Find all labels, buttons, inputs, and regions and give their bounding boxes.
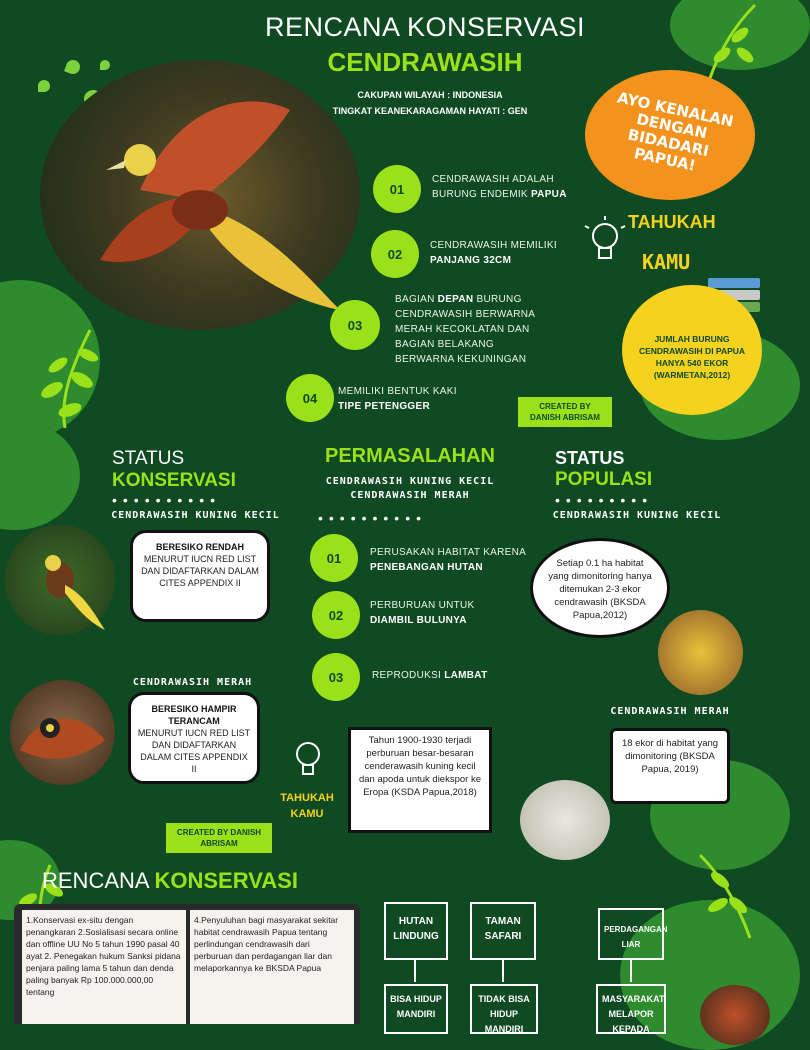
problem-text: PERUSAKAN HABITAT KARENA PENEBANGAN HUTAN	[370, 547, 527, 573]
species-label: CENDRAWASIH MERAH	[132, 677, 253, 688]
book-page-left: 1.Konservasi ex-situ dengan penangkaran 2.Sosialisasi secara online dan offline UU No 5 tahun 1990 pasal 40 ayat 2. Penegakan hukum Sanksi pidana penjara paling lama 5 tahun dan denda paling banyak Rp 100.000.000,00 tentang	[22, 910, 186, 1024]
level-text: TINGKAT KEANEKARAGAMAN HAYATI : GEN	[332, 106, 528, 116]
problem-text: REPRODUKSI LAMBAT	[372, 670, 488, 681]
fact-text: BAGIAN DEPAN BURUNG CENDRAWASIH BERWARNA MERAH KECOKLATAN DAN BAGIAN BELAKANG BERWARNA KEKUNINGAN	[395, 294, 535, 365]
bird-photo-branch	[520, 780, 610, 860]
species-label: CENDRAWASIH KUNING KECIL	[111, 510, 280, 521]
species-label: CENDRAWASIH MERAH	[610, 706, 730, 717]
leaf-sprig-icon	[700, 0, 760, 80]
permasalahan-sub: CENDRAWASIH KUNING KECIL CENDRAWASIH MERAH	[325, 476, 495, 501]
credit-tag: CREATED BY DANISH ABRISAM	[518, 397, 612, 427]
divider-dots: ••••••••••	[112, 492, 222, 508]
kamu-title: KAMU	[642, 250, 691, 274]
population-bubble: 18 ekor di habitat yang dimonitoring (BKSDA Papua, 2019)	[610, 728, 730, 804]
tahukah-title: TAHUKAH	[628, 212, 716, 232]
title-line2: CENDRAWASIH	[327, 47, 523, 77]
divider-dots: •••••••••	[555, 492, 654, 508]
bird-photo-bottom	[700, 985, 770, 1045]
problem-number: 03	[312, 653, 360, 701]
book-page-right: 4.Penyuluhan bagi masyarakat sekitar habitat cendrawasih Papua tentang perlindungan cendrawasih dari perburuan dan perdagangan liar dan melaporkannya ke BKSDA Papua	[190, 910, 354, 1024]
scope-text: CAKUPAN WILAYAH : INDONESIA	[357, 90, 503, 100]
status-populasi-title: STATUS POPULASI	[555, 448, 653, 490]
perdagangan-box: PERDAGANGAN LIAR	[598, 908, 664, 960]
status-bubble: BERESIKO HAMPIR TERANCAM MENURUT IUCN RED LIST DAN DIDAFTARKAN DALAM CITES APPENDIX II	[128, 692, 260, 784]
permasalahan-title: PERMASALAHAN	[325, 445, 495, 467]
arrow-icon	[414, 960, 416, 982]
tidak-bisa-box: TIDAK BISA HIDUP MANDIRI	[470, 984, 538, 1034]
bg-blob-left-low	[0, 420, 80, 530]
divider-dots: ••••••••••	[318, 510, 428, 526]
intro-badge	[585, 70, 755, 200]
bird-photo-red	[10, 680, 115, 785]
fact-circle-text: JUMLAH BURUNG CENDRAWASIH DI PAPUA HANYA 540 EKOR (WARMETAN,2012)	[638, 334, 746, 380]
fact-number: 02	[371, 230, 419, 278]
history-note: Tahun 1900-1930 terjadi perburuan besar-besaran cenderawasih kuning kecil dan apoda untuk diekspor ke Eropa (KSDA Papua,2018)	[348, 727, 492, 833]
fact-text: CENDRAWASIH MEMILIKI PANJANG 32CM	[430, 240, 557, 266]
arrow-icon	[502, 960, 504, 982]
problem-number: 01	[310, 534, 358, 582]
status-konservasi-title: STATUS KONSERVASI	[112, 448, 236, 491]
problem-text: PERBURUAN UNTUK DIAMBIL BULUNYA	[370, 600, 475, 626]
leaf-sprig-icon	[20, 320, 110, 430]
badge-text: AYO KENALAN DENGAN BIDADARI PAPUA!	[615, 88, 736, 175]
credit-tag: CREATED BY DANISH ABRISAM	[166, 823, 272, 853]
bird-photo-display	[658, 610, 743, 695]
bird-photo-yellow	[5, 525, 115, 635]
taman-safari-box: TAMAN SAFARI	[470, 902, 536, 960]
status-bubble: BERESIKO RENDAH MENURUT IUCN RED LIST DAN DIDAFTARKAN DALAM CITES APPENDIX II	[130, 530, 270, 622]
fact-circle	[622, 285, 762, 415]
problem-number: 02	[312, 591, 360, 639]
masyarakat-box: MASYARAKAT MELAPOR KEPADA	[596, 984, 666, 1034]
hutan-lindung-box: HUTAN LINDUNG	[384, 902, 448, 960]
bisa-mandiri-box: BISA HIDUP MANDIRI	[384, 984, 448, 1034]
species-label: CENDRAWASIH KUNING KECIL	[552, 510, 722, 521]
rencana-title: RENCANA KONSERVASI	[42, 868, 298, 893]
title-line1: RENCANA KONSERVASI	[264, 12, 586, 42]
lightbulb-icon	[292, 738, 324, 782]
lightbulb-icon	[585, 218, 625, 268]
fact-number: 04	[286, 374, 334, 422]
fact-number: 01	[373, 165, 421, 213]
fact-text: MEMILIKI BENTUK KAKI TIPE PETENGGER	[338, 386, 457, 412]
tahukah-kamu-small: TAHUKAH KAMU	[280, 792, 334, 820]
population-bubble: Setiap 0.1 ha habitat yang dimonitoring hanya ditemukan 2-3 ekor cendrawasih (BKSDA Papua,2012)	[530, 538, 670, 638]
leaf-sprig-icon	[690, 850, 760, 940]
bird-photo-main	[40, 60, 360, 330]
fact-text: CENDRAWASIH ADALAH BURUNG ENDEMIK PAPUA	[432, 174, 567, 200]
fact-number: 03	[330, 300, 380, 350]
arrow-icon	[630, 960, 632, 982]
